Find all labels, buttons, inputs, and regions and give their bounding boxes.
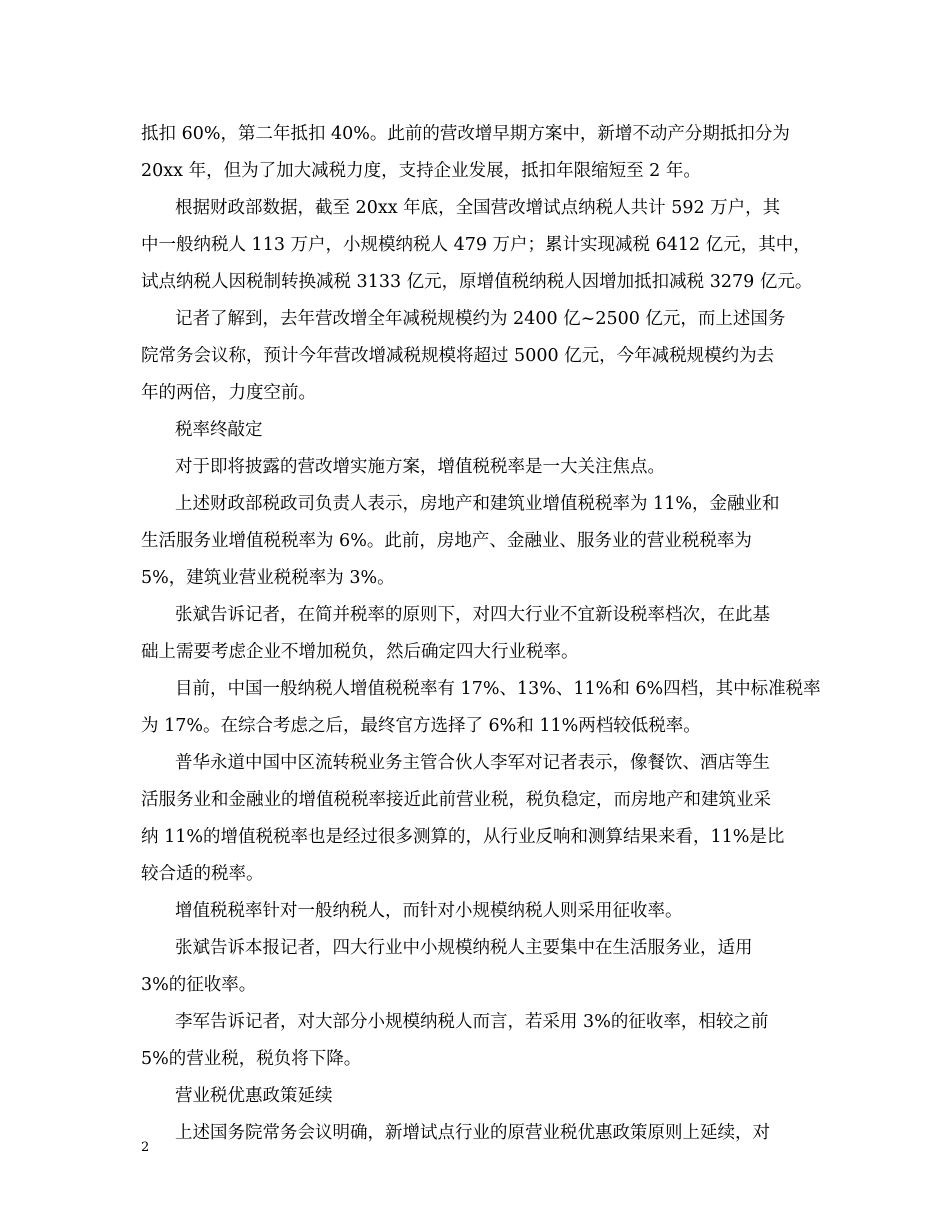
text-line: 中一般纳税人 113 万户，小规模纳税人 479 万户；累计实现减税 6412 亿元，其中， [141, 235, 811, 255]
page-number: 2 [141, 1140, 150, 1155]
text-line: 活服务业和金融业的增值税税率接近此前营业税，税负稳定，而房地产和建筑业采 [141, 790, 771, 810]
text-line: 纳 11%的增值税税率也是经过很多测算的，从行业反响和测算结果来看，11%是比 [141, 827, 785, 847]
document-body [141, 116, 823, 1152]
text-line: 上述财政部税政司负责人表示，房地产和建筑业增值税税率为 11%，金融业和 [175, 494, 780, 514]
text-line: 根据财政部数据，截至 20xx 年底，全国营改增试点纳税人共计 592 万户，其 [175, 198, 781, 218]
text-line: 试点纳税人因税制转换减税 3133 亿元，原增值税纳税人因增加抵扣减税 3279 亿元。 [141, 272, 813, 292]
text-line: 增值税税率针对一般纳税人，而针对小规模纳税人则采用征收率。 [175, 901, 683, 921]
text-line: 李军告诉记者，对大部分小规模纳税人而言，若采用 3%的征收率，相较之前 [175, 1012, 769, 1032]
text-line: 目前，中国一般纳税人增值税税率有 17%、13%、11%和 6%四档，其中标准税率 [175, 679, 821, 699]
text-line: 为 17%。在综合考虑之后，最终官方选择了 6%和 11%两档较低税率。 [141, 716, 701, 736]
text-line: 较合适的税率。 [141, 864, 264, 884]
text-line: 院常务会议称，预计今年营改增减税规模将超过 5000 亿元，今年减税规模约为去 [141, 346, 775, 366]
text-line: 3%的征收率。 [141, 975, 257, 995]
text-line: 抵扣 60%，第二年抵扣 40%。此前的营改增早期方案中，新增不动产分期抵扣分为 [141, 124, 790, 144]
text-line: 对于即将披露的营改增实施方案，增值税税率是一大关注焦点。 [175, 457, 665, 477]
text-line: 5%，建筑业营业税税率为 3%。 [141, 568, 395, 588]
text-line: 税率终敲定 [175, 420, 263, 440]
text-line: 营业税优惠政策延续 [175, 1086, 333, 1106]
text-line: 记者了解到，去年营改增全年减税规模约为 2400 亿~2500 亿元，而上述国务 [175, 309, 786, 329]
text-line: 年的两倍，力度空前。 [141, 383, 316, 403]
text-line: 上述国务院常务会议明确，新增试点行业的原营业税优惠政策原则上延续，对 [175, 1123, 770, 1143]
text-line: 生活服务业增值税税率为 6%。此前，房地产、金融业、服务业的营业税税率为 [141, 531, 752, 551]
text-line: 20xx 年，但为了加大减税力度，支持企业发展，抵扣年限缩短至 2 年。 [141, 161, 701, 181]
text-line: 张斌告诉记者，在简并税率的原则下，对四大行业不宜新设税率档次，在此基 [175, 605, 770, 625]
text-line: 础上需要考虑企业不增加税负，然后确定四大行业税率。 [141, 642, 579, 662]
text-line: 普华永道中国中区流转税业务主管合伙人李军对记者表示，像餐饮、酒店等生 [175, 753, 770, 773]
text-line: 张斌告诉本报记者，四大行业中小规模纳税人主要集中在生活服务业，适用 [175, 938, 753, 958]
text-line: 5%的营业税，税负将下降。 [141, 1049, 362, 1069]
